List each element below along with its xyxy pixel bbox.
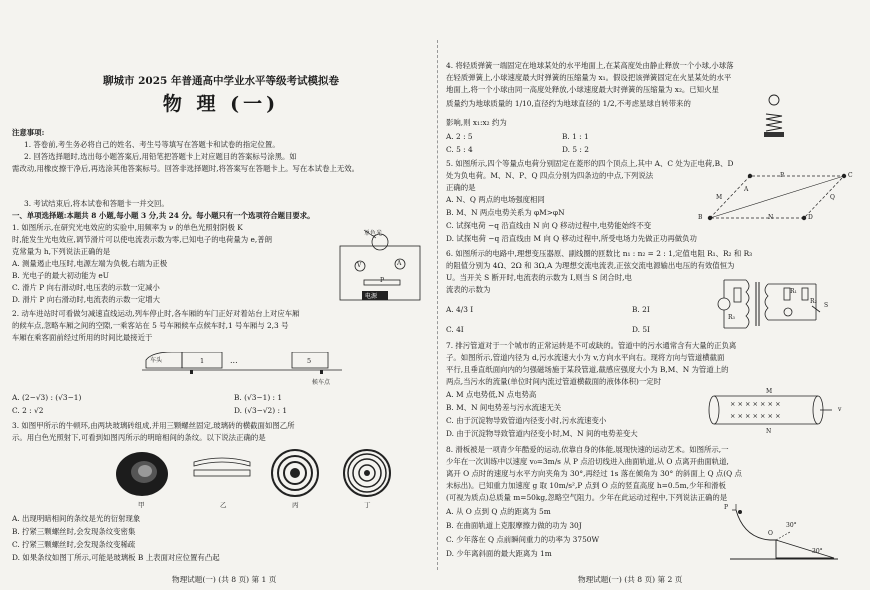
label-P: P bbox=[780, 172, 785, 179]
q2-option-a: A. (2−√3) : (√3−1) bbox=[12, 393, 82, 402]
notice-2b: 需改动,用橡皮擦干净后,再选涂其他答案标号。回答非选择题时,将答案写在答题卡上。写在本试卷上无效。 bbox=[12, 164, 360, 173]
right-page bbox=[446, 0, 860, 590]
q4-option-c: C. 5 : 4 bbox=[446, 145, 473, 154]
label-N7: N bbox=[766, 428, 772, 435]
q6-stem-1: 6. 如图所示的电路中,理想变压器原、副线圈的匝数比 n₁ : n₂ = 2 : 1,定值电阻 R₁、R₂ 和 R₃ bbox=[446, 249, 753, 258]
label-car-head: 车头 bbox=[150, 357, 163, 364]
q3-option-d: D. 如果条纹如图丁所示,可能是玻璃板 B 上表面对应位置有凸起 bbox=[12, 553, 220, 562]
left-footer: 物理试题(一) (共 8 页) 第 1 页 bbox=[172, 575, 277, 584]
label-R2: R₂ bbox=[810, 298, 817, 305]
label-O: O bbox=[768, 530, 773, 537]
q6-option-d: D. 5I bbox=[632, 325, 650, 334]
q5-option-c: C. 试探电荷 −q 沿直线由 N 向 Q 移动过程中,电势能始终不变 bbox=[446, 221, 652, 230]
label-angle-30-bottom: 30° bbox=[812, 548, 823, 555]
q4-option-b: B. 1 : 1 bbox=[562, 132, 589, 141]
q6-stem-2: 的阻值分别为 4Ω、2Ω 和 3Ω,A 为理想交流电流表,正弦交流电源输出电压的有效值恒为 bbox=[446, 261, 735, 270]
svg-text:...: ... bbox=[230, 356, 238, 365]
q5-stem-2: 处为负电荷。M、N、P、Q 四点分别为四条边的中点,下列说法 bbox=[446, 171, 654, 180]
q4-stem-4: 质量约为地球质量的 1/10,直径约为地球直径的 1/2,不考虑星球自转带来的 bbox=[446, 99, 691, 108]
subject-title: 物 理 (一) bbox=[162, 93, 280, 115]
q2-option-d: D. (√3−√2) : 1 bbox=[234, 406, 288, 415]
label-bing: 丙 bbox=[292, 501, 299, 509]
q5-stem-1: 5. 如图所示,四个等量点电荷分别固定在菱形的四个顶点上,其中 A、C 处为正电荷,B、D bbox=[446, 159, 734, 168]
label-D: D bbox=[808, 214, 813, 221]
label-yi: 乙 bbox=[220, 501, 227, 509]
q3-stem-1: 3. 如图甲所示的牛顿环,由两块玻璃砖组成,并用三颗螺丝固定,玻璃砖的横截面如图乙所 bbox=[12, 421, 295, 430]
q1-option-a: A. 测量遏止电压时,电源左端为负极,右端为正极 bbox=[12, 259, 168, 268]
label-ding: 丁 bbox=[364, 501, 371, 509]
label-B: B bbox=[698, 214, 703, 221]
label-A: A bbox=[744, 186, 749, 193]
q4-stem-5: 影响,则 x₁:x₂ 约为 bbox=[446, 118, 507, 127]
svg-text:1: 1 bbox=[200, 357, 205, 365]
q8-stem-3: 离开 O 点时的速度与水平方向夹角为 30°,再经过 1s 落在倾角为 30° 的斜面上 Q 点(Q 点 bbox=[446, 469, 742, 478]
left-page bbox=[12, 0, 430, 590]
q8-stem-2: 少年在一次训练中以速度 v₀=3m/s 从 P 点沿切线进入曲面轨道,从 O 点离开曲面轨道, bbox=[446, 457, 729, 466]
q7-option-a: A. M 点电势低,N 点电势高 bbox=[446, 390, 537, 399]
q1-stem-3: 克常量为 h,下列说法正确的是 bbox=[12, 247, 111, 256]
right-footer: 物理试题(一) (共 8 页) 第 2 页 bbox=[578, 575, 683, 584]
q2-option-c: C. 2 : √2 bbox=[12, 406, 44, 415]
q4-stem-1: 4. 将轻质弹簧一端固定在地球某处的水平地面上,在某高度处由静止释放一个小球,小球落 bbox=[446, 61, 734, 70]
exam-title: 聊城市 2025 年普通高中学业水平等级考试模拟卷 bbox=[102, 75, 340, 87]
label-R1: R₁ bbox=[790, 288, 797, 295]
q6-option-c: C. 4I bbox=[446, 325, 464, 334]
q8-stem-5: (可视为质点)总质量 m=50kg,忽略空气阻力。少年在此运动过程中,下列说法正确的是 bbox=[446, 493, 728, 502]
q8-option-d: D. 少年离斜面的最大距离为 1m bbox=[446, 549, 552, 558]
q1-option-c: C. 滑片 P 向右滑动时,电压表的示数一定减小 bbox=[12, 283, 160, 292]
q1-option-b: B. 光电子的最大初动能为 eU bbox=[12, 271, 109, 280]
q4-option-a: A. 2 : 5 bbox=[446, 132, 473, 141]
q5-option-a: A. N、Q 两点的电场强度相同 bbox=[446, 195, 545, 204]
label-R3: R₃ bbox=[728, 314, 735, 321]
q4-stem-3: 地面上,将一个小球由同一高度处释放,小球速度最大时弹簧的压缩量为 x₂。已知火星 bbox=[446, 85, 719, 94]
q7-stem-3: 平行,且垂直纸面向内的匀强磁场施于某段管道,截感应强度大小为 B,M、N 为管道上的 bbox=[446, 365, 729, 374]
label-light: 单色光 bbox=[364, 230, 383, 237]
q7-stem-1: 7. 排污管道对于一个城市的正常运转是不可或缺的。管道中的污水通常含有大量的正负离 bbox=[446, 341, 737, 350]
q4-option-d: D. 5 : 2 bbox=[562, 145, 589, 154]
label-M7: M bbox=[766, 388, 773, 395]
q3-option-c: C. 拧紧三颗螺丝时,会发现条纹变稀疏 bbox=[12, 540, 136, 549]
q5-stem-3: 正确的是 bbox=[446, 183, 476, 192]
glass-cross-section-figure bbox=[192, 456, 252, 486]
q8-option-b: B. 在曲面轨道上克服摩擦力做的功为 30J bbox=[446, 521, 582, 530]
svg-text:× × × × × × ×: × × × × × × × bbox=[730, 412, 781, 420]
q7-option-b: B. M、N 间电势差与污水流速无关 bbox=[446, 403, 562, 412]
ring-pattern-ding-figure bbox=[342, 448, 392, 498]
label-P8: P bbox=[724, 504, 729, 511]
notice-heading: 注意事项: bbox=[12, 128, 45, 137]
q2-stem-2: 的候车点,忽略车厢之间的空隙,一乘客站在 5 号车厢候车点候车时,1 号车厢与 2,3 号 bbox=[12, 321, 289, 330]
q6-stem-3: U。当开关 S 断开时,电流表的示数为 I,则当 S 闭合时,电 bbox=[446, 273, 632, 282]
skateboard-ramp-figure bbox=[730, 504, 840, 560]
section-heading: 一、单项选择题:本题共 8 小题,每小题 3 分,共 24 分。每小题只有一个选项符合题目要求。 bbox=[12, 211, 315, 220]
notice-3: 3. 考试结束后,将本试卷和答题卡一并交回。 bbox=[24, 199, 169, 208]
q3-stem-2: 示。用白色光照射下,可看到如图丙所示的明暗相间的条纹。以下说法正确的是 bbox=[12, 433, 266, 442]
label-S: S bbox=[824, 302, 829, 309]
ring-pattern-bing-figure bbox=[270, 448, 320, 498]
label-C: C bbox=[848, 172, 853, 179]
label-N: N bbox=[768, 214, 774, 221]
svg-text:× × × × × × ×: × × × × × × × bbox=[730, 400, 781, 408]
newton-ring-device-figure bbox=[112, 448, 170, 498]
label-power: 电源 bbox=[365, 293, 378, 300]
spring-ball-figure bbox=[762, 94, 786, 140]
q8-option-c: C. 少年落在 Q 点前瞬间重力的功率为 3750W bbox=[446, 535, 600, 544]
label-Q: Q bbox=[830, 194, 835, 201]
q7-option-d: D. 由于沉淀物导致管道内径变小时,M、N 间的电势差变大 bbox=[446, 429, 638, 438]
q6-option-a: A. 4/3 I bbox=[446, 305, 474, 314]
q8-stem-4: 未标出)。已知重力加速度 g 取 10m/s²,P 点到 O 点的竖直高度 h=0.5m,少年和滑板 bbox=[446, 481, 726, 490]
q3-option-a: A. 出现明暗相间的条纹是光的衍射现象 bbox=[12, 514, 141, 523]
q5-option-b: B. M、N 两点电势关系为 φM>φN bbox=[446, 208, 565, 217]
label-wait-point: 候车点 bbox=[312, 379, 331, 386]
label-jia: 甲 bbox=[138, 501, 145, 509]
q7-stem-2: 子。如图所示,管道内径为 d,污水流速大小为 v,方向水平向右。现将方向与管道横截面 bbox=[446, 353, 725, 362]
q7-stem-4: 两点,当污水的流量(单位时间内流过管道横截面的液体体积)一定时 bbox=[446, 377, 662, 386]
q2-stem-1: 2. 动车进站时可看做匀减速直线运动,列车停止时,各车厢的车门正好对着站台上对应车厢 bbox=[12, 309, 300, 318]
q8-stem-1: 8. 滑板被是一项青少年酷爱的运动,依靠自身的体能,展现快速的运动艺术。如图所示,一 bbox=[446, 445, 729, 454]
q1-option-d: D. 滑片 P 向右滑动时,电流表的示数一定增大 bbox=[12, 295, 161, 304]
q8-option-a: A. 从 O 点到 Q 点的距离为 5m bbox=[446, 507, 551, 516]
label-ammeter: A bbox=[397, 260, 402, 267]
q4-stem-2: 在轻质弹簧上,小球速度最大时弹簧的压缩量为 x₁。假设把该弹簧固定在火星某处的水平 bbox=[446, 73, 732, 82]
q1-stem-1: 1. 如图所示,在研究光电效应的实验中,用频率为 ν 的单色光照射阴极 K bbox=[12, 223, 243, 232]
q1-stem-2: 时,能发生光电效应,调节滑片可以使电流表示数为零,已知电子的电荷量为 e,普朗 bbox=[12, 235, 273, 244]
label-voltmeter: V bbox=[357, 262, 362, 269]
page-divider bbox=[437, 40, 438, 570]
svg-text:5: 5 bbox=[307, 357, 312, 365]
q3-option-b: B. 拧紧三颗螺丝时,会发现条纹变密集 bbox=[12, 527, 136, 536]
q7-option-c: C. 由于沉淀物导致管道内径变小时,污水流速变小 bbox=[446, 416, 607, 425]
notice-2: 2. 回答选择题时,选出每小题答案后,用铅笔把答题卡上对应题目的答案标号涂黑。如 bbox=[24, 152, 297, 161]
label-angle-30-top: 30° bbox=[786, 522, 797, 529]
label-slider: P bbox=[380, 277, 385, 284]
q6-stem-4: 流表的示数为 bbox=[446, 285, 491, 294]
q2-stem-3: 车厢在乘客面前经过所用的时间比最接近于 bbox=[12, 333, 153, 342]
q6-option-b: B. 2I bbox=[632, 305, 650, 314]
q2-option-b: B. (√3−1) : 1 bbox=[234, 393, 283, 402]
label-M: M bbox=[716, 194, 723, 201]
label-v: v bbox=[838, 406, 842, 413]
q5-option-d: D. 试探电荷 −q 沿直线由 M 向 Q 移动过程中,所受电场力先做正功再做负功 bbox=[446, 234, 697, 243]
notice-1: 1. 答卷前,考生务必将自己的姓名、考生号等填写在答题卡和试卷的指定位置。 bbox=[24, 140, 280, 149]
